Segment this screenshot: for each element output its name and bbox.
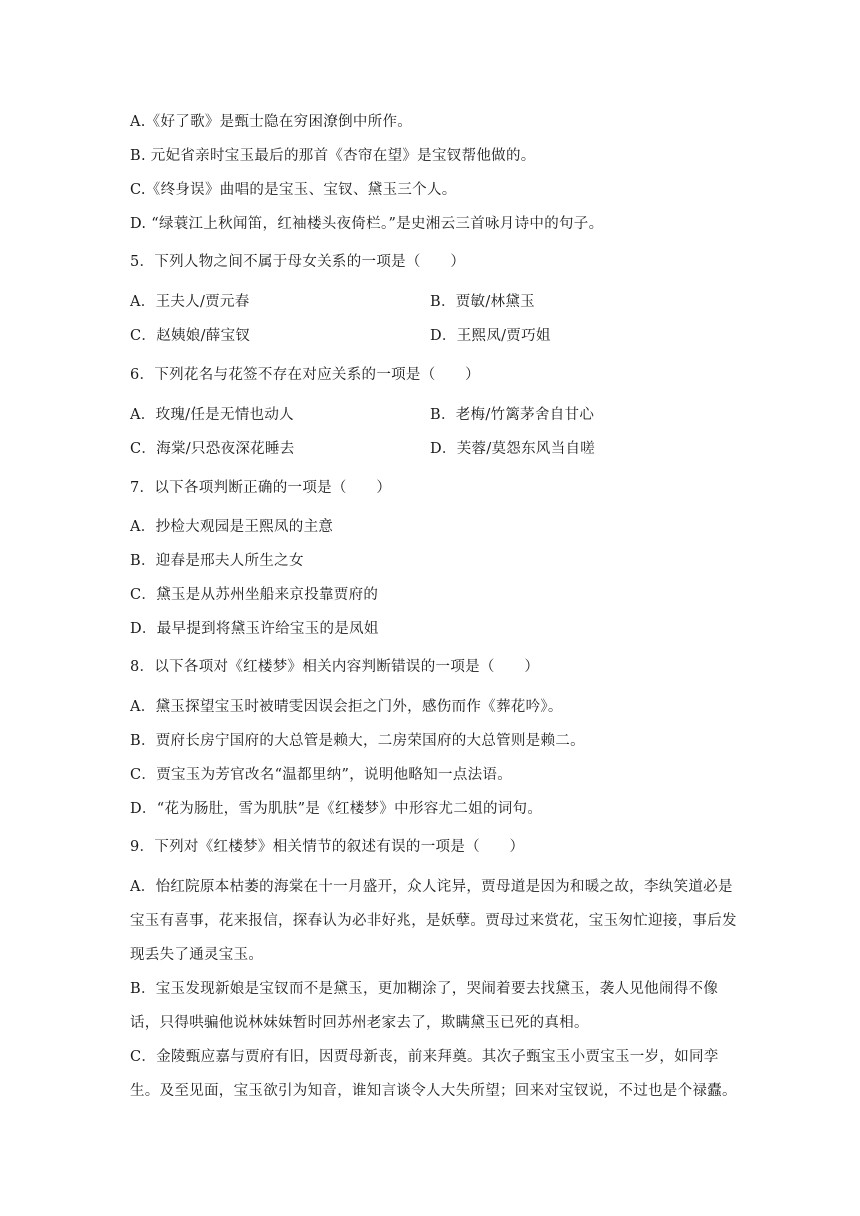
q7-option-b: B．迎春是邢夫人所生之女 <box>130 553 304 569</box>
q6-option-c: C．海棠/只恐夜深花睡去 <box>130 441 295 457</box>
q8-option-b: B．贾府长房宁国府的大总管是赖大，二房荣国府的大总管则是赖二。 <box>130 733 585 749</box>
q4-option-b: B. 元妃省亲时宝玉最后的那首《杏帘在望》是宝钗帮他做的。 <box>130 148 536 164</box>
q6-question: 6．下列花名与花签不存在对应关系的一项是（ ） <box>130 367 480 383</box>
q8-question: 8．以下各项对《红楼梦》相关内容判断错误的一项是（ ） <box>130 659 540 675</box>
q7-option-d: D．最早提到将黛玉许给宝玉的是凤姐 <box>130 621 379 637</box>
q9-option-a: A．怡红院原本枯萎的海棠在十一月盛开，众人诧异，贾母道是因为和暖之故，李纨笑道必是宝玉有喜事，花来报信，探春认为必非好兆，是妖孽。贾母过来赏花，宝玉匆忙迎接，事后发现丢失了通灵宝玉。 <box>130 879 737 963</box>
q5-option-d: D．王熙凤/贾巧姐 <box>430 328 551 344</box>
q4-option-d: D. “绿蓑江上秋闻笛，红袖楼头夜倚栏。”是史湘云三首咏月诗中的句子。 <box>130 216 604 232</box>
q8-option-c: C．贾宝玉为芳官改名“温都里纳”，说明他略知一点法语。 <box>130 767 513 783</box>
q6-option-d: D．芙蓉/莫怨东风当自嗟 <box>430 441 596 457</box>
q6-option-b: B．老梅/竹篱茅舍自甘心 <box>430 407 595 423</box>
q8-option-a: A．黛玉探望宝玉时被晴雯因误会拒之门外，感伤而作《葬花吟》。 <box>130 699 563 715</box>
q5-option-b: B．贾敏/林黛玉 <box>430 294 535 310</box>
q7-option-a: A．抄检大观园是王熙凤的主意 <box>130 519 334 535</box>
q9-option-b: B．宝玉发现新娘是宝钗而不是黛玉，更加糊涂了，哭闹着要去找黛玉，袭人见他闹得不像话，只得哄骗他说林妹妹暂时回苏州老家去了，欺瞒黛玉已死的真相。 <box>130 981 719 1031</box>
q4-option-a: A.《好了歌》是甄士隐在穷困潦倒中所作。 <box>130 114 413 130</box>
q4-option-c: C.《终身误》曲唱的是宝玉、宝钗、黛玉三个人。 <box>130 182 457 198</box>
q9-option-c: C．金陵甄应嘉与贾府有旧，因贾母新丧，前来拜奠。其次子甄宝玉小贾宝玉一岁，如同孪生。及至见面，宝玉欲引为知音，谁知言谈令人大失所望；回来对宝钗说，不过也是个禄蠹。 <box>130 1049 737 1099</box>
q9-question: 9．下列对《红楼梦》相关情节的叙述有误的一项是（ ） <box>130 839 525 855</box>
q6-option-a: A．玫瑰/任是无情也动人 <box>130 407 294 423</box>
q7-question: 7．以下各项判断正确的一项是（ ） <box>130 480 392 496</box>
q7-option-c: C．黛玉是从苏州坐船来京投靠贾府的 <box>130 587 379 603</box>
q5-option-c: C．赵姨娘/薛宝钗 <box>130 328 251 344</box>
q5-option-a: A．王夫人/贾元春 <box>130 294 250 310</box>
q8-option-d: D．“花为肠肚，雪为肌肤”是《红楼梦》中形容尤二姐的词句。 <box>130 801 543 817</box>
q5-question: 5．下列人物之间不属于母女关系的一项是（ ） <box>130 254 466 270</box>
